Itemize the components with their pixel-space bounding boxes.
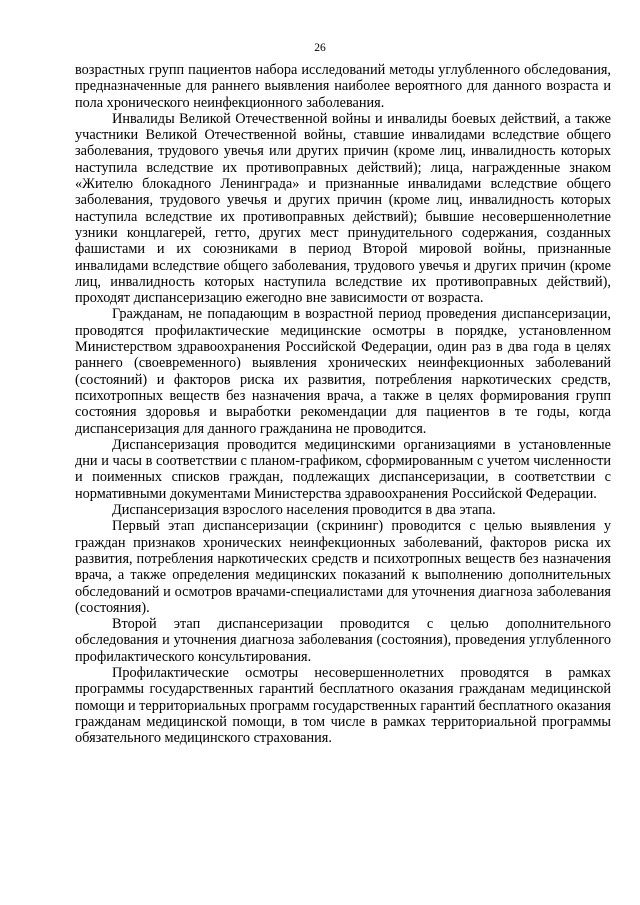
document-body	[75, 62, 611, 746]
paragraph-second-stage: Второй этап диспансеризации проводится с целью дополнительного обследования и уточнения диагноза заболевания (состояния), проведения углубленного профилактического консультирования.	[75, 616, 611, 665]
paragraph-first-stage: Первый этап диспансеризации (скрининг) проводится с целью выявления у граждан признаков хронических неинфекционных заболеваний, факторов риска их развития, потребления наркотических средств и психотропных веществ без назначения врача, а также определения медицинских показаний к выполнению дополнительных обследований и осмотров врачами-специалистами для уточнения диагноза заболевания (состояния).	[75, 518, 611, 616]
paragraph-two-stages: Диспансеризация взрослого населения проводится в два этапа.	[112, 502, 496, 519]
paragraph-continuation: возрастных групп пациентов набора исследований методы углубленного обследования, предназначенные для раннего выявления наиболее вероятного для данного возраста и пола хронического неинфекционного заболевания.	[75, 62, 611, 111]
paragraph-dispensary-schedule: Диспансеризация проводится медицинскими организациями в установленные дни и часы в соответствии с планом-графиком, сформированным с учетом численности и поименных списков граждан, подлежащих диспансеризации, в соответствии с нормативными документами Министерства здравоохранения Российской Федерации.	[75, 436, 611, 502]
paragraph-veterans-dispensary: Инвалиды Великой Отечественной войны и инвалиды боевых действий, а также участники Великой Отечественной войны, ставшие инвалидами вследствие общего заболевания, трудового увечья или других причин (кроме лиц, инвалидность которых наступила вследствие их противоправных действий); лица, награжденные знаком «Жителю блокадного Ленинграда» и признанные инвалидами вследствие общего заболевания, трудового увечья и других причин (кроме лиц, инвалидность которых наступила вследствие их противоправных действий); бывшие несовершеннолетние узники концлагерей, гетто, других мест принудительного содержания, созданных фашистами и их союзниками в период Второй мировой войны, признанные инвалидами вследствие общего заболевания, трудового увечья и других причин (кроме лиц, инвалидность которых наступила вследствие их противоправных действий), проходят диспансеризацию ежегодно вне зависимости от возраста.	[75, 110, 611, 307]
paragraph-minors-exams: Профилактические осмотры несовершеннолетних проводятся в рамках программы государственных гарантий бесплатного оказания гражданам медицинской помощи и территориальных программ государственных гарантий бесплатного оказания гражданам медицинской помощи, в том числе в рамках территориальной программы обязательного медицинского страхования.	[75, 664, 611, 747]
page-number: 26	[314, 42, 326, 54]
paragraph-preventive-exams: Гражданам, не попадающим в возрастной период проведения диспансеризации, проводятся профилактические медицинские осмотры в порядке, установленном Министерством здравоохранения Российской Федерации, один раз в два года в целях раннего (своевременного) выявления хронических неинфекционных заболеваний (состояний) и факторов риска их развития, потребления наркотических средств, психотропных веществ без назначения врача, а также в целях формирования групп состояния здоровья и выработки рекомендации для пациентов в те годы, когда диспансеризация для данного гражданина не проводится.	[75, 306, 611, 437]
